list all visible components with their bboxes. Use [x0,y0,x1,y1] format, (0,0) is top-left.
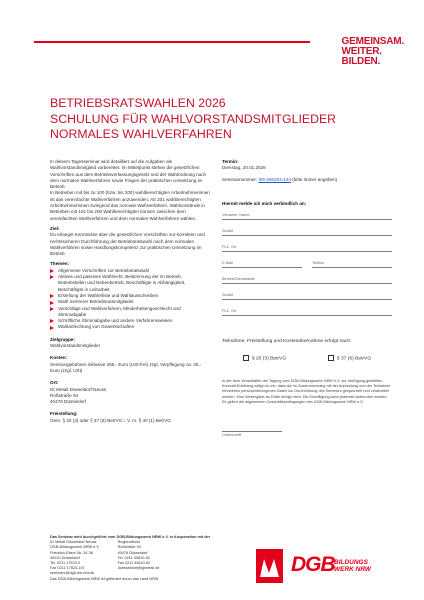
terms-notice: Es gelten die allgemeinen Geschäftsbedingungen des DGB-Bildungswerk NRW e.V. [222,399,364,404]
field-label: PLZ, Ort [222,244,237,249]
option-20-3[interactable] [243,355,286,363]
field-label: Straße [222,228,234,233]
field-label: Telefon [312,260,325,265]
footer-line: Tel. 0211 43610-30 [117,555,150,560]
checkbox[interactable] [328,355,334,361]
list-item: Wahlanfechtung von Gewerkschaften [50,324,210,330]
city-field[interactable] [222,239,392,255]
termin-heading: Termin: [222,159,239,164]
list-item: Wahl mehrerer Betriebsratsmitglieder [50,299,210,305]
zielgruppe-heading: Zielgruppe: [50,336,76,342]
seminar-number-row [222,177,392,183]
ig-metall-logo-icon [256,549,283,583]
brand-line-2: WEITER. [341,46,382,57]
seminar-number-link[interactable]: I06-260204-124 [258,176,291,182]
ort-line: IG Metall Düsseldorf-Neuss [50,386,107,392]
seminar-description [50,159,210,424]
company-city-field[interactable] [222,303,392,319]
field-label: E-Mail [222,260,233,265]
dgb-sub-line: WERK NRW [334,566,372,573]
ziel-text: Du erlangst Kenntnisse über die gesetzlichen Vorschriften zur korrekten und rechtssicheren Durchführung der Betriebsratswahl nach dem normalen Wahlverfahren sowie Handlungskompetenz zur praktischen Umsetzung im Betrieb. [50,232,205,257]
footer-line: Fax 0211 17523-197 [50,566,85,571]
brand-slogan [342,37,404,67]
ziel-heading: Ziel: [50,225,60,231]
footer-line: IG Metall Düsseldorf-Neuss [50,540,97,545]
footer-line: Fax 0211 43610-50 [117,561,151,566]
freistellung-heading: Freistellung: [50,411,78,417]
termin-text: Dienstag, 20.01.2026 [222,165,266,171]
list-item: Allgemeine Vorschriften zur Betriebsratswahl [50,268,210,274]
page-title [50,96,390,143]
kosten-heading: Kosten: [50,355,68,361]
brand-line-1: GEMEINSAM. [341,36,404,47]
option-label: § 37 (6) BetrVG [336,356,372,362]
checkbox[interactable] [243,355,249,361]
footer-line: DGB-Bildungswerk NRW e.V. [50,545,100,550]
brand-line-3: BILDEN. [341,56,381,67]
field-label: Straße [222,292,234,297]
list-item: Aktives und passives Wahlrecht, Bestimmung der im Betrieb, Betriebsteilen und Nebenbetrieb, Beschäftigte in Abhängigkeit, Beschäftigte in Leiharbeit [50,274,210,293]
dgb-logo-subtext [334,559,371,573]
company-street-field[interactable] [222,287,392,303]
footer-line: seminare@dgb-bw-nrw.de [50,571,95,576]
themen-heading: Themen: [50,261,70,267]
footer-note: Das DGB-Bildungswerk NRW ist gefördert durch das Land NRW [50,576,159,581]
field-label: Vorname, Name [222,212,250,217]
title-line-2: SCHULUNG FÜR WAHLVORSTANDSMITGLIEDER [50,111,337,126]
footer-line: 40476 Düsseldorf [117,550,148,555]
footer-col-1 [50,540,100,576]
seminar-number-label: Seminarnummer: [222,176,258,182]
footer-line: duesseldorf@igmetall.de [117,566,160,571]
footer-line: Regionalbüro [117,540,141,545]
dgb-sub-line: BILDUNGS [334,559,368,566]
privacy-notice: In der dem Veranstalter der Tagung vom DGB-Bildungswerk NRW e.V. zur Verfügung gestellten Kurzzeit-Erklärung willigt ich ein, dass die im Zusammenhang mit der Anmeldung und der Teilnahme erhobenen personenbezogenen Daten zur Durchführung des Seminars gespeichert und verarbeitet werden. Eine Weitergabe an Dritte erfolgt nicht. Die Einwilligung kann jederzeit widerrufen werden. [222,379,391,399]
field-label: PLZ, Ort [222,308,237,313]
dgb-logo-text: DGB [291,553,335,576]
registration-form [222,159,392,435]
ort-line: Roßstraße 94 [50,392,79,398]
topics-list [50,268,210,331]
field-label: Betrieb/Dienststelle [222,276,255,281]
company-field[interactable] [222,271,392,287]
register-heading: Hiermit melde ich mich verbindlich an: [222,200,307,206]
intro-text-2: In Betrieben mit bis zu 100 (bzw. bis 200) wahlberechtigten Arbeitnehmerinnen ist das vereinfachte Wahlverfahren anzuwenden. Ab 201 wahlberechtigten Arbeitnehmerinnen zwingend das normale Wahlverfahren. Wahlvorstände in Betrieben mit 101 bis 200 Wahlberechtigten können zwischen dem vereinfachten Wahlverfahren und dem normalen Wahlverfahren wählen. [50,190,210,221]
freistellung-options [222,355,392,363]
footer-col-2 [118,540,160,576]
option-label: § 20 (3) BetrVG [251,356,287,362]
name-field[interactable] [222,207,392,223]
title-line-1: BETRIEBSRATSWAHLEN 2026 [50,96,226,110]
email-field[interactable] [222,255,302,271]
footer-line: Tel. 0211 17523-0 [50,561,81,566]
zielgruppe-text: Wahlvorstandsmitglieder [50,343,101,349]
field-label: Unterschrift [222,432,242,437]
title-line-3: NORMALES WAHLVERFAHREN [50,127,232,141]
dgb-bildungswerk-logo [291,553,391,581]
footer-line: Friedrich-Ebert-Str. 34-38 [50,550,93,555]
intro-text: In diesem Tagesseminar wird detailliert auf die Aufgaben als Wahlvorstandsmitglied vorbereitet. Im Mittelpunkt stehen die gesetzlichen Vorschriften aus dem Betriebsverfassungsgesetz und der Wahlordnung nach dem normalen Wahlverfahren sowie Fragen der praktischen Umsetzung im Betrieb. [50,159,207,190]
street-field[interactable] [222,223,392,239]
footer-heading: Das Seminar wird durchgeführt vom DGB-Bildungswerk NRW e.V. in Kooperation mit der [50,535,211,539]
footer [50,535,250,582]
list-item: Schriftliche Stimmabgabe und andere Verfahrensweisen [50,318,210,324]
footer-line: 40210 Düsseldorf [50,555,80,560]
freistellung-choice-heading: Teilnahme, Freistellung und Kostenübernahme erfolgt nach: [222,339,352,345]
list-item: Vorschläge und Wahlverfahren, Minderheitengeschlecht und Stimmabgabe [50,306,210,319]
ort-heading: Ort: [50,380,59,386]
signature-field[interactable] [222,419,282,435]
footer-line: Roßstraße 94 [117,545,141,550]
phone-field[interactable] [312,255,392,271]
ort-line: 40476 Düsseldorf [50,399,87,405]
freistellung-text: Gem. § 20 (3) oder § 37 (6) BetrVG i. V. m. § 40 (1) BetrVG [50,417,171,423]
list-item: Erstellung der Wählerliste und Wahlausschreiben [50,293,210,299]
option-37-6[interactable] [328,355,371,363]
kosten-text: Seminargebühren inklusive 265,- Euro (USt-frei) zzgl. Verpflegung ca. 45,- Euro (zzgl. USt) [50,361,202,373]
header-rule [34,41,310,43]
seminar-number-hint: (bitte immer angeben) [292,176,338,182]
